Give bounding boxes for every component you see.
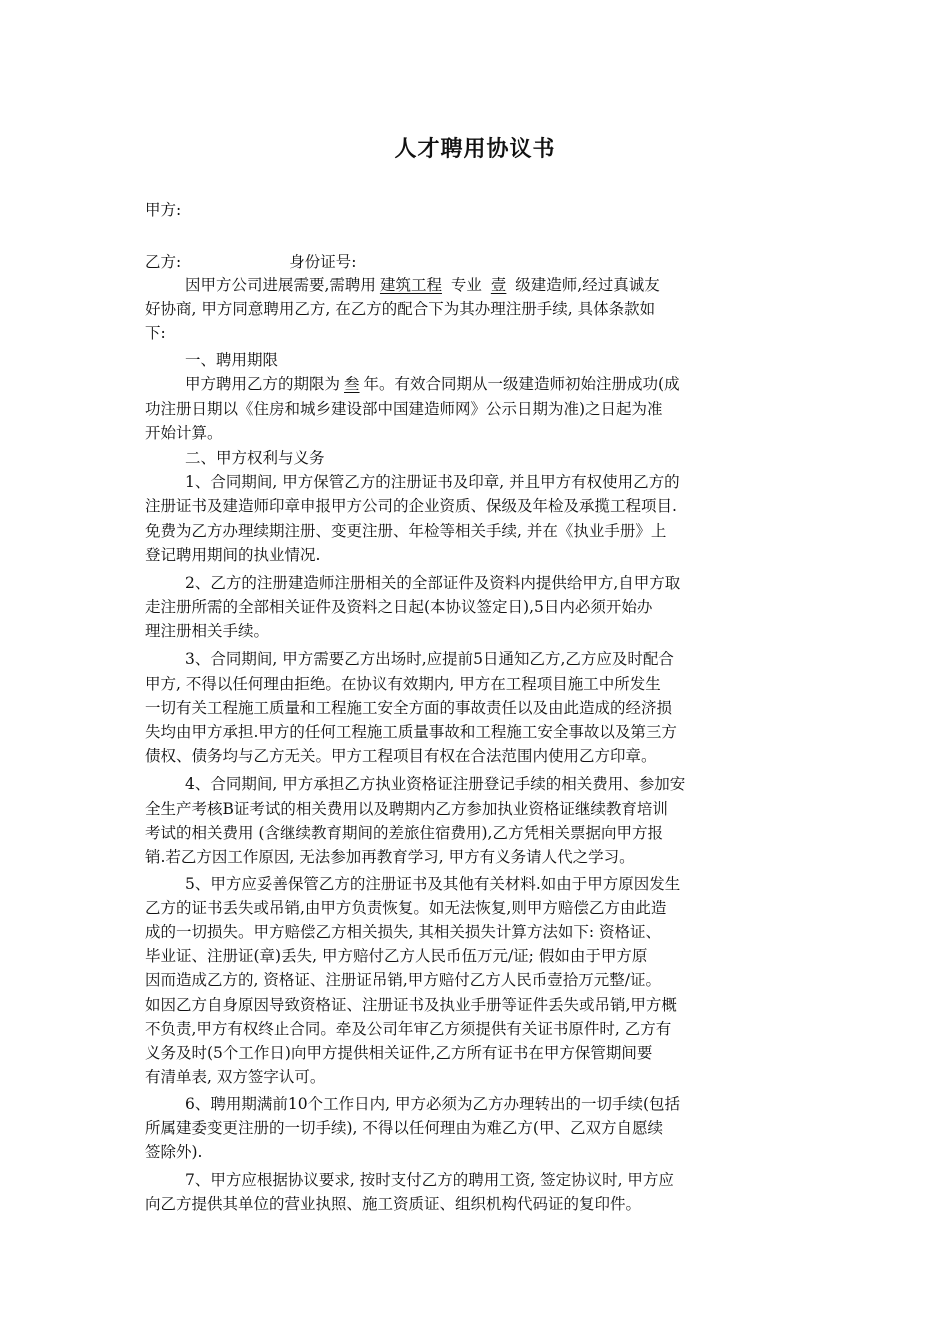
section-2-line-11: 失均由甲方承担.甲方的任何工程施工质量事故和工程施工安全事故以及第三方 (145, 723, 677, 741)
section-2-line-28: 签除外). (145, 1143, 203, 1161)
section-2-line-18: 乙方的证书丢失或吊销,由甲方负责恢复。如无法恢复,则甲方赔偿乙方由此造 (145, 899, 667, 917)
party-a-label: 甲方: (145, 201, 182, 219)
section-2-line-26: 6、聘用期满前10个工作日内, 甲方必须为乙方办理转出的一切手续(包括 (185, 1095, 680, 1113)
party-b-line (145, 250, 815, 274)
section-2-line-16: 销.若乙方因工作原因, 无法参加再教育学习, 甲方有义务请人代之学习。 (145, 848, 635, 866)
intro-line-2: 好协商, 甲方同意聘用乙方, 在乙方的配合下为其办理注册手续, 具体条款如 (145, 300, 656, 318)
section-2-line-5: 2、乙方的注册建造师注册相关的全部证件及资料内提供给甲方,自甲方取 (185, 574, 681, 592)
section-2-line-10: 一切有关工程施工质量和工程施工安全方面的事故责任以及由此造成的经济损 (145, 699, 673, 717)
section-2-line-9: 甲方, 不得以任何理由拒绝。在协议有效期内, 甲方在工程项目施工中所发生 (145, 675, 661, 693)
section-1-line-2: 功注册日期以《住房和城乡建设部中国建造师网》公示日期为准)之日起为准 (145, 400, 663, 418)
section-2-line-22: 如因乙方自身原因导致资格证、注册证书及执业手册等证件丢失或吊销,甲方概 (145, 996, 677, 1014)
section-2-line-14: 全生产考核B证考试的相关费用以及聘期内乙方参加执业资格证继续教育培训 (145, 800, 668, 818)
section-2-line-23: 不负责,甲方有权终止合同。牵及公司年审乙方须提供有关证书原件时, 乙方有 (145, 1020, 672, 1038)
section-2-line-4: 登记聘用期间的执业情况. (145, 546, 321, 564)
id-number-label: 身份证号: (289, 253, 357, 271)
section-2-line-19: 成的一切损失。甲方赔偿乙方相关损失, 其相关损失计算方法如下: 资格证、 (145, 923, 662, 941)
document-title: 人才聘用协议书 (394, 136, 556, 162)
field-value: 建筑工程 (379, 276, 442, 294)
section-2-line-3: 免费为乙方办理续期注册、变更注册、年检等相关手续, 并在《执业手册》上 (145, 522, 667, 540)
section-2-line-27: 所属建委变更注册的一切手续), 不得以任何理由为难乙方(甲、乙双方自愿续 (145, 1119, 663, 1137)
party-b-label: 乙方: (145, 253, 182, 271)
section-2-line-2: 注册证书及建造师印章申报甲方公司的企业资质、保级及年检及承揽工程项目. (145, 497, 677, 515)
term-text-1: 甲方聘用乙方的期限为 (185, 375, 341, 393)
section-1-heading: 一、聘用期限 (185, 351, 279, 369)
intro-text-2: 专业 (450, 276, 482, 294)
section-2-line-21: 因而造成乙方的, 资格证、注册证吊销,甲方赔付乙方人民币壹拾万元整/证。 (145, 971, 662, 989)
intro-text-1: 因甲方公司进展需要,需聘用 (185, 276, 376, 294)
section-2-line-12: 债权、债务均与乙方无关。甲方工程项目有权在合法范围内使用乙方印章。 (145, 747, 657, 765)
section-2-line-17: 5、甲方应妥善保管乙方的注册证书及其他有关材料.如由于甲方原因发生 (185, 875, 681, 893)
intro-text-3: 级建造师,经过真诚友 (515, 276, 660, 294)
term-text-2: 年。有效合同期从一级建造师初始注册成功(成 (363, 375, 680, 393)
section-2-line-25: 有清单表, 双方签字认可。 (145, 1068, 326, 1086)
section-2-line-20: 毕业证、注册证(章)丢失, 甲方赔付乙方人民币伍万元/证; 假如由于甲方原 (145, 947, 648, 965)
section-2-line-30: 向乙方提供其单位的营业执照、施工资质证、组织机构代码证的复印件。 (145, 1195, 642, 1213)
section-2-line-29: 7、甲方应根据协议要求, 按时支付乙方的聘用工资, 签定协议时, 甲方应 (185, 1171, 674, 1189)
section-1-line-1 (185, 372, 815, 396)
section-2-line-6: 走注册所需的全部相关证件及资料之日起(本协议签定日),5日内必须开始办 (145, 598, 653, 616)
section-2-line-7: 理注册相关手续。 (145, 622, 270, 640)
section-2-line-15: 考试的相关费用 (含继续教育期间的差旅住宿费用),乙方凭相关票据向甲方报 (145, 824, 663, 842)
section-1-line-3: 开始计算。 (145, 424, 223, 442)
section-2-line-1: 1、合同期间, 甲方保管乙方的注册证书及印章, 并且甲方有权使用乙方的 (185, 473, 680, 491)
intro-line-1 (185, 273, 815, 297)
section-2-heading: 二、甲方权利与义务 (185, 449, 325, 467)
section-2-line-8: 3、合同期间, 甲方需要乙方出场时,应提前5日通知乙方,乙方应及时配合 (185, 650, 674, 668)
section-2-line-24: 义务及时(5个工作日)向甲方提供相关证件,乙方所有证书在甲方保管期间要 (145, 1044, 653, 1062)
section-2-line-13: 4、合同期间, 甲方承担乙方执业资格证注册登记手续的相关费用、参加安 (185, 775, 686, 793)
level-value: 壹 (490, 276, 507, 294)
intro-line-3: 下: (145, 324, 166, 342)
term-years-value: 叁 (344, 375, 360, 393)
